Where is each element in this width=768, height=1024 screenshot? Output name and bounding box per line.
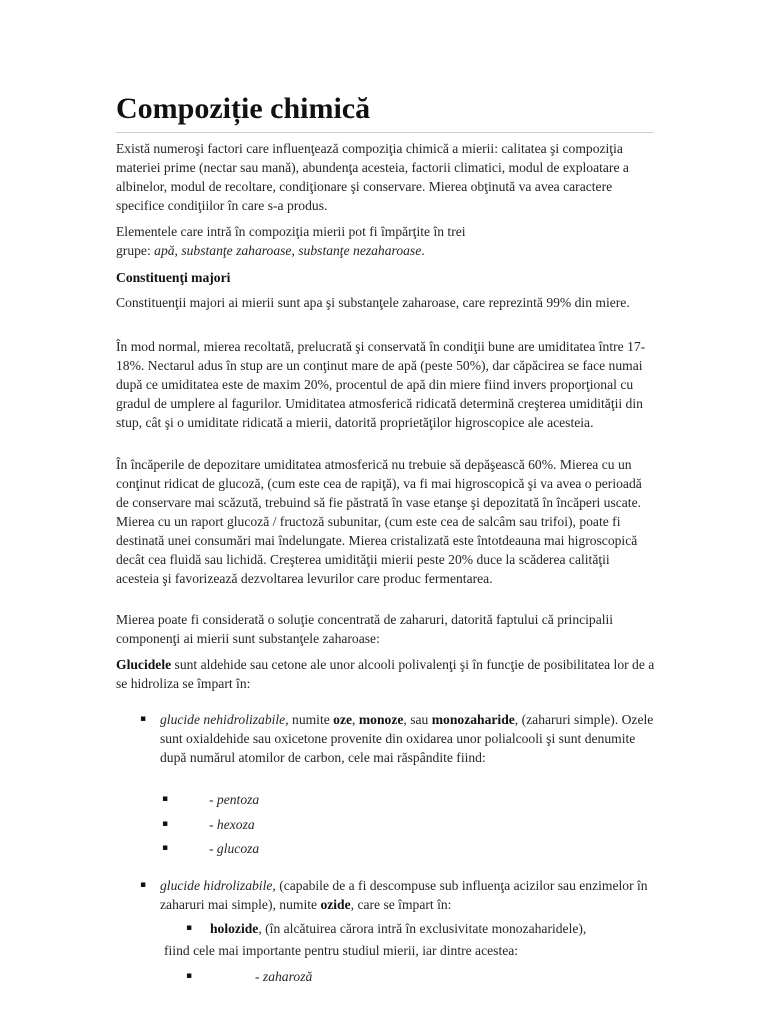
list-item-holozide: holozide, (în alcătuirea cărora intră în exclusivitate monozaharidele),	[210, 921, 587, 936]
sub-item-glucoza: - glucoza	[209, 841, 260, 856]
groups-lead: Elementele care intră în compoziţia mierii pot fi împărţite în trei grupe:	[116, 224, 466, 258]
group-zaharoase: substanţe zaharoase	[181, 243, 292, 258]
section-heading: Constituenţi majori	[116, 270, 231, 285]
group-nezaharoase: substanţe nezaharoase	[298, 243, 422, 258]
list-bullet: ▪	[140, 714, 147, 724]
sub-item-zaharoza: - zaharoză	[255, 969, 313, 984]
glucide-term: Glucidele	[116, 657, 172, 672]
list-bullet: ▪	[162, 819, 169, 829]
group-apa: apă	[154, 243, 175, 258]
list-bullet: ▪	[162, 843, 169, 853]
title-divider	[116, 132, 654, 133]
list-bullet: ▪	[162, 794, 169, 804]
paragraph-constituents: Constituenţii majori ai mierii sunt apa şi substanţele zaharoase, care reprezintă 99% din miere.	[116, 295, 630, 310]
page-title: Compoziție chimică	[116, 92, 371, 125]
groups-paragraph: Elementele care intră în compoziţia mierii pot fi împărţite în trei grupe: apă, substanţe zaharoase, substanţe nezaharoase.	[116, 224, 466, 258]
list-item-hidrolizabile: glucide hidrolizabile, (capabile de a fi descompuse sub influenţa acizilor sau enzimelor în zaharuri mai simple), numite ozide, care se împart în:	[160, 878, 648, 912]
paragraph-solution: Mierea poate fi considerată o soluţie concentrată de zaharuri, datorită faptului că principalii componenţi ai mierii sunt substanţele zaharoase:	[116, 612, 614, 646]
sub-item-pentoza: - pentoza	[209, 792, 260, 807]
paragraph-humidity: În mod normal, mierea recoltată, prelucrată şi conservată în condiţii bune are umiditatea între 17-18%. Nectarul adus în stup are un conţinut mare de apă (peste 50%), dar căpăcirea se face numai după ce umiditatea este de maxim 20%, procentul de apă din miere fiind invers proporţional cu gradul de umplere al fagurilor. Umiditatea atmosferică ridicată determină creşterea umidităţii din stup, cât şi o umiditate ridicată a mierii, datorită proprietăţilor higroscopice ale acesteia.	[116, 339, 646, 430]
list-bullet: ▪	[140, 880, 147, 890]
paragraph-storage: În încăperile de depozitare umiditatea atmosferică nu trebuie să depăşească 60%. Mierea cu un conţinut ridicat de glucoză, (cum este cea de rapiţă), va fi mai higroscopică şi va avea o perioadă de conservare mai scăzută, trebuind să fie păstrată în vase etanşe şi depozitată în încăperi uscate. Mierea cu un raport glucoză / fructoză subunitar, (cum este cea de salcâm sau trifoi), poate fi destinată unei consumări mai îndelungate. Mierea cristalizată este întotdeauna mai higroscopică decât cea fluidă sau lichidă. Creşterea umidităţii mierii peste 20% duce la scăderea calităţii acesteia şi favorizează dezvoltarea levurilor care produc fermentarea.	[116, 457, 642, 586]
list-item-nehidrolizabile: glucide nehidrolizabile, numite oze, monoze, sau monozaharide, (zaharuri simple). Ozele sunt oxialdehide sau oxicetone provenite din oxidarea unor polialcooli şi sunt denumite după numărul atomilor de carbon, cele mai răspândite fiind:	[160, 712, 654, 765]
sub-item-hexoza: - hexoza	[209, 817, 255, 832]
list-bullet: ▪	[186, 971, 193, 981]
intro-paragraph: Există numeroşi factori care influenţează compoziţia chimică a mierii: calitatea şi compoziţia materiei prime (nectar sau mană), abundenţa acesteia, factorii climatici, modul de exploatare a albinelor, modul de recoltare, condiţionare şi conservare. Mierea obţinută va avea caractere specifice condiţiilor în care s-a produs.	[116, 141, 629, 213]
list-bullet: ▪	[186, 923, 193, 933]
paragraph-glucide: Glucidele sunt aldehide sau cetone ale unor alcooli polivalenţi şi în funcţie de posibilitatea lor de a se hidroliza se împart în:	[116, 657, 655, 691]
holozide-continuation: fiind cele mai importante pentru studiul mierii, iar dintre acestea:	[164, 943, 519, 958]
